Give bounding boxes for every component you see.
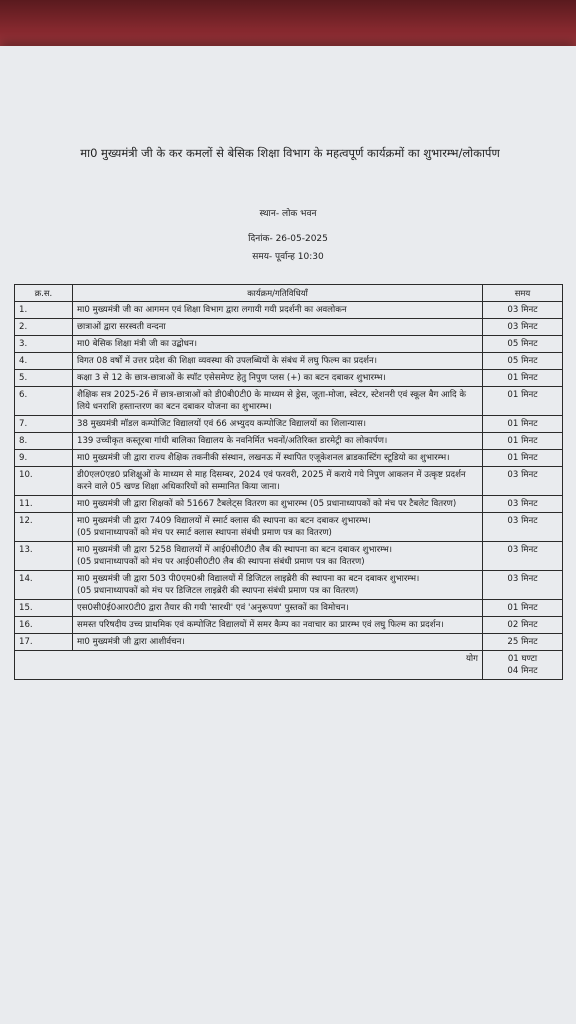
document-title: मा0 मुख्यमंत्री जी के कर कमलों से बेसिक शिक्षा विभाग के महत्वपूर्ण कार्यक्रमों का शुभारम्भ/लोकार्पण [80, 146, 500, 160]
row-activity-note: (05 प्रधानाध्यापकों को मंच पर डिजिटल लाइब्रेरी की स्थापना संबंधी प्रमाण पत्र का वितरण) [77, 586, 359, 596]
row-activity: कक्षा 3 से 12 के छात्र-छात्राओं के स्पॉट एसेसमेण्ट हेतु निपुण प्लस (+) का बटन दबाकर शुभारम्भ। [77, 373, 386, 383]
row-activity-cell [73, 319, 483, 336]
table-row [15, 302, 563, 319]
venue-line: स्थान- लोक भवन [259, 209, 317, 219]
row-time: 03 मिनट [483, 302, 563, 319]
row-activity-cell [73, 336, 483, 353]
row-activity-cell [73, 467, 483, 496]
table-row [15, 433, 563, 450]
row-serial: 5. [15, 370, 73, 387]
row-time: 03 मिनट [483, 319, 563, 336]
table-row [15, 542, 563, 571]
row-serial: 2. [15, 319, 73, 336]
row-activity: मा0 मुख्यमंत्री जी द्वारा आशीर्वचन। [77, 637, 185, 647]
table-row [15, 450, 563, 467]
row-activity-cell [73, 370, 483, 387]
row-activity-note: (05 प्रधानाध्यापकों को मंच पर आई0सी0टी0 लैब की स्थापना संबंधी प्रमाण पत्र का वितरण) [77, 557, 365, 567]
row-time: 03 मिनट [483, 513, 563, 542]
total-row [15, 651, 563, 680]
row-serial: 17. [15, 634, 73, 651]
table-row [15, 387, 563, 416]
row-serial: 12. [15, 513, 73, 542]
table-row [15, 319, 563, 336]
table-header-row [15, 285, 563, 302]
table-row [15, 513, 563, 542]
row-serial: 3. [15, 336, 73, 353]
row-activity: विगत 08 वर्षों में उत्तर प्रदेश की शिक्षा व्यवस्था की उपलब्धियों के संबंध में लघु फिल्म का प्रदर्शन। [77, 356, 378, 366]
table-row [15, 617, 563, 634]
row-activity-cell [73, 416, 483, 433]
row-time: 03 मिनट [483, 496, 563, 513]
total-label: योग [15, 651, 483, 680]
row-time: 01 मिनट [483, 387, 563, 416]
row-activity: मा0 मुख्यमंत्री जी द्वारा 5258 विद्यालयों में आई0सी0टी0 लैब की स्थापना का बटन दबाकर शुभारम्भ। [77, 545, 393, 555]
column-header-time: समय [483, 285, 563, 302]
row-activity: समस्त परिषदीय उच्च प्राथमिक एवं कम्पोजिट विद्यालयों में समर कैम्प का नवाचार का प्रारम्भ एवं लघु फिल्म का प्रदर्शन। [77, 620, 444, 630]
row-time: 05 मिनट [483, 353, 563, 370]
table-row [15, 600, 563, 617]
table-body [15, 302, 563, 680]
row-serial: 15. [15, 600, 73, 617]
total-minutes: 04 मिनट [507, 666, 538, 676]
row-activity-cell [73, 542, 483, 571]
row-serial: 11. [15, 496, 73, 513]
row-serial: 1. [15, 302, 73, 319]
row-activity-cell [73, 513, 483, 542]
row-time: 25 मिनट [483, 634, 563, 651]
row-activity-cell [73, 634, 483, 651]
row-time: 01 मिनट [483, 600, 563, 617]
table-row [15, 416, 563, 433]
row-activity: डी0एल0एड0 प्रशिक्षुओं के माध्यम से माह दिसम्बर, 2024 एवं फरवरी, 2025 में कराये गये निपुण आकलन में उत्कृष्ट प्रदर्शन करने वाले 05 खण्ड शिक्षा अधिकारियों को सम्मानित किया जाना। [77, 470, 466, 492]
table-row [15, 353, 563, 370]
column-header-serial: क्र.स. [15, 285, 73, 302]
table-row [15, 467, 563, 496]
row-time: 03 मिनट [483, 571, 563, 600]
row-activity: एस0सी0ई0आर0टी0 द्वारा तैयार की गयी 'सारथी' एवं 'अनुरूपण' पुस्तकों का विमोचन। [77, 603, 349, 613]
row-activity: छात्राओं द्वारा सरस्वती वन्दना [77, 322, 166, 332]
programme-table [14, 284, 563, 680]
row-activity: 38 मुख्यमंत्री मॉडल कम्पोजिट विद्यालयों एवं 66 अभ्युदय कम्पोजिट विद्यालयों का शिलान्यास। [77, 419, 367, 429]
row-serial: 14. [15, 571, 73, 600]
time-line: समय- पूर्वान्ह 10:30 [252, 252, 324, 262]
row-serial: 9. [15, 450, 73, 467]
row-activity: मा0 मुख्यमंत्री जी द्वारा 7409 विद्यालयों में स्मार्ट क्लास की स्थापना का बटन दबाकर शुभारम्भ। [77, 516, 371, 526]
row-activity: मा0 मुख्यमंत्री जी द्वारा शिक्षकों को 51667 टैबलेट्स वितरण का शुभारम्भ (05 प्रधानाध्यापकों को मंच पर टैबलेट वितरण) [77, 499, 457, 509]
row-activity-note: (05 प्रधानाध्यापकों को मंच पर स्मार्ट क्लास स्थापना संबंधी प्रमाण पत्र का वितरण) [77, 528, 332, 538]
row-serial: 4. [15, 353, 73, 370]
row-activity-cell [73, 433, 483, 450]
column-header-activity: कार्यक्रम/गतिविधियाँ [73, 285, 483, 302]
row-activity-cell [73, 617, 483, 634]
total-time-cell [483, 651, 563, 680]
row-serial: 8. [15, 433, 73, 450]
row-time: 05 मिनट [483, 336, 563, 353]
row-serial: 10. [15, 467, 73, 496]
row-activity: शैक्षिक सत्र 2025-26 में छात्र-छात्राओं को डी0बी0टी0 के माध्यम से ड्रेस, जूता-मोजा, स्वेटर, स्टेशनरी एवं स्कूल बैग आदि के लिये धनराशि हस्तान्तरण का बटन दबाकर योजना का शुभारम्भ। [77, 390, 466, 412]
row-time: 02 मिनट [483, 617, 563, 634]
table-row [15, 634, 563, 651]
table-row [15, 496, 563, 513]
row-activity-cell [73, 600, 483, 617]
row-time: 01 मिनट [483, 450, 563, 467]
total-hours: 01 घण्टा [507, 654, 538, 664]
row-activity-cell [73, 496, 483, 513]
table-row [15, 571, 563, 600]
row-activity: मा0 मुख्यमंत्री जी द्वारा 503 पी0एम0श्री विद्यालयों में डिजिटल लाइब्रेरी की स्थापना का बटन दबाकर शुभारम्भ। [77, 574, 420, 584]
row-serial: 16. [15, 617, 73, 634]
row-activity: मा0 मुख्यमंत्री जी का आगमन एवं शिक्षा विभाग द्वारा लगायी गयी प्रदर्शनी का अवलोकन [77, 305, 347, 315]
row-serial: 7. [15, 416, 73, 433]
row-time: 01 मिनट [483, 370, 563, 387]
row-time: 03 मिनट [483, 542, 563, 571]
row-serial: 13. [15, 542, 73, 571]
row-activity-cell [73, 387, 483, 416]
row-activity-cell [73, 450, 483, 467]
table-row [15, 336, 563, 353]
row-activity: 139 उच्चीकृत कस्तूरबा गांधी बालिका विद्यालय के नवनिर्मित भवनों/अतिरिक्त डारमेट्री का लोकार्पण। [77, 436, 388, 446]
row-activity: मा0 मुख्यमंत्री जी द्वारा राज्य शैक्षिक तकनीकी संस्थान, लखनऊ में स्थापित एजूकेशनल ब्राडकास्टिंग स्टूडियो का शुभारम्भ। [77, 453, 450, 463]
row-activity: मा0 बेसिक शिक्षा मंत्री जी का उद्बोधन। [77, 339, 197, 349]
row-serial: 6. [15, 387, 73, 416]
row-activity-cell [73, 571, 483, 600]
row-time: 01 मिनट [483, 433, 563, 450]
row-time: 03 मिनट [483, 467, 563, 496]
row-time: 01 मिनट [483, 416, 563, 433]
row-activity-cell [73, 353, 483, 370]
table-row [15, 370, 563, 387]
date-line: दिनांक- 26-05-2025 [248, 234, 328, 244]
row-activity-cell [73, 302, 483, 319]
